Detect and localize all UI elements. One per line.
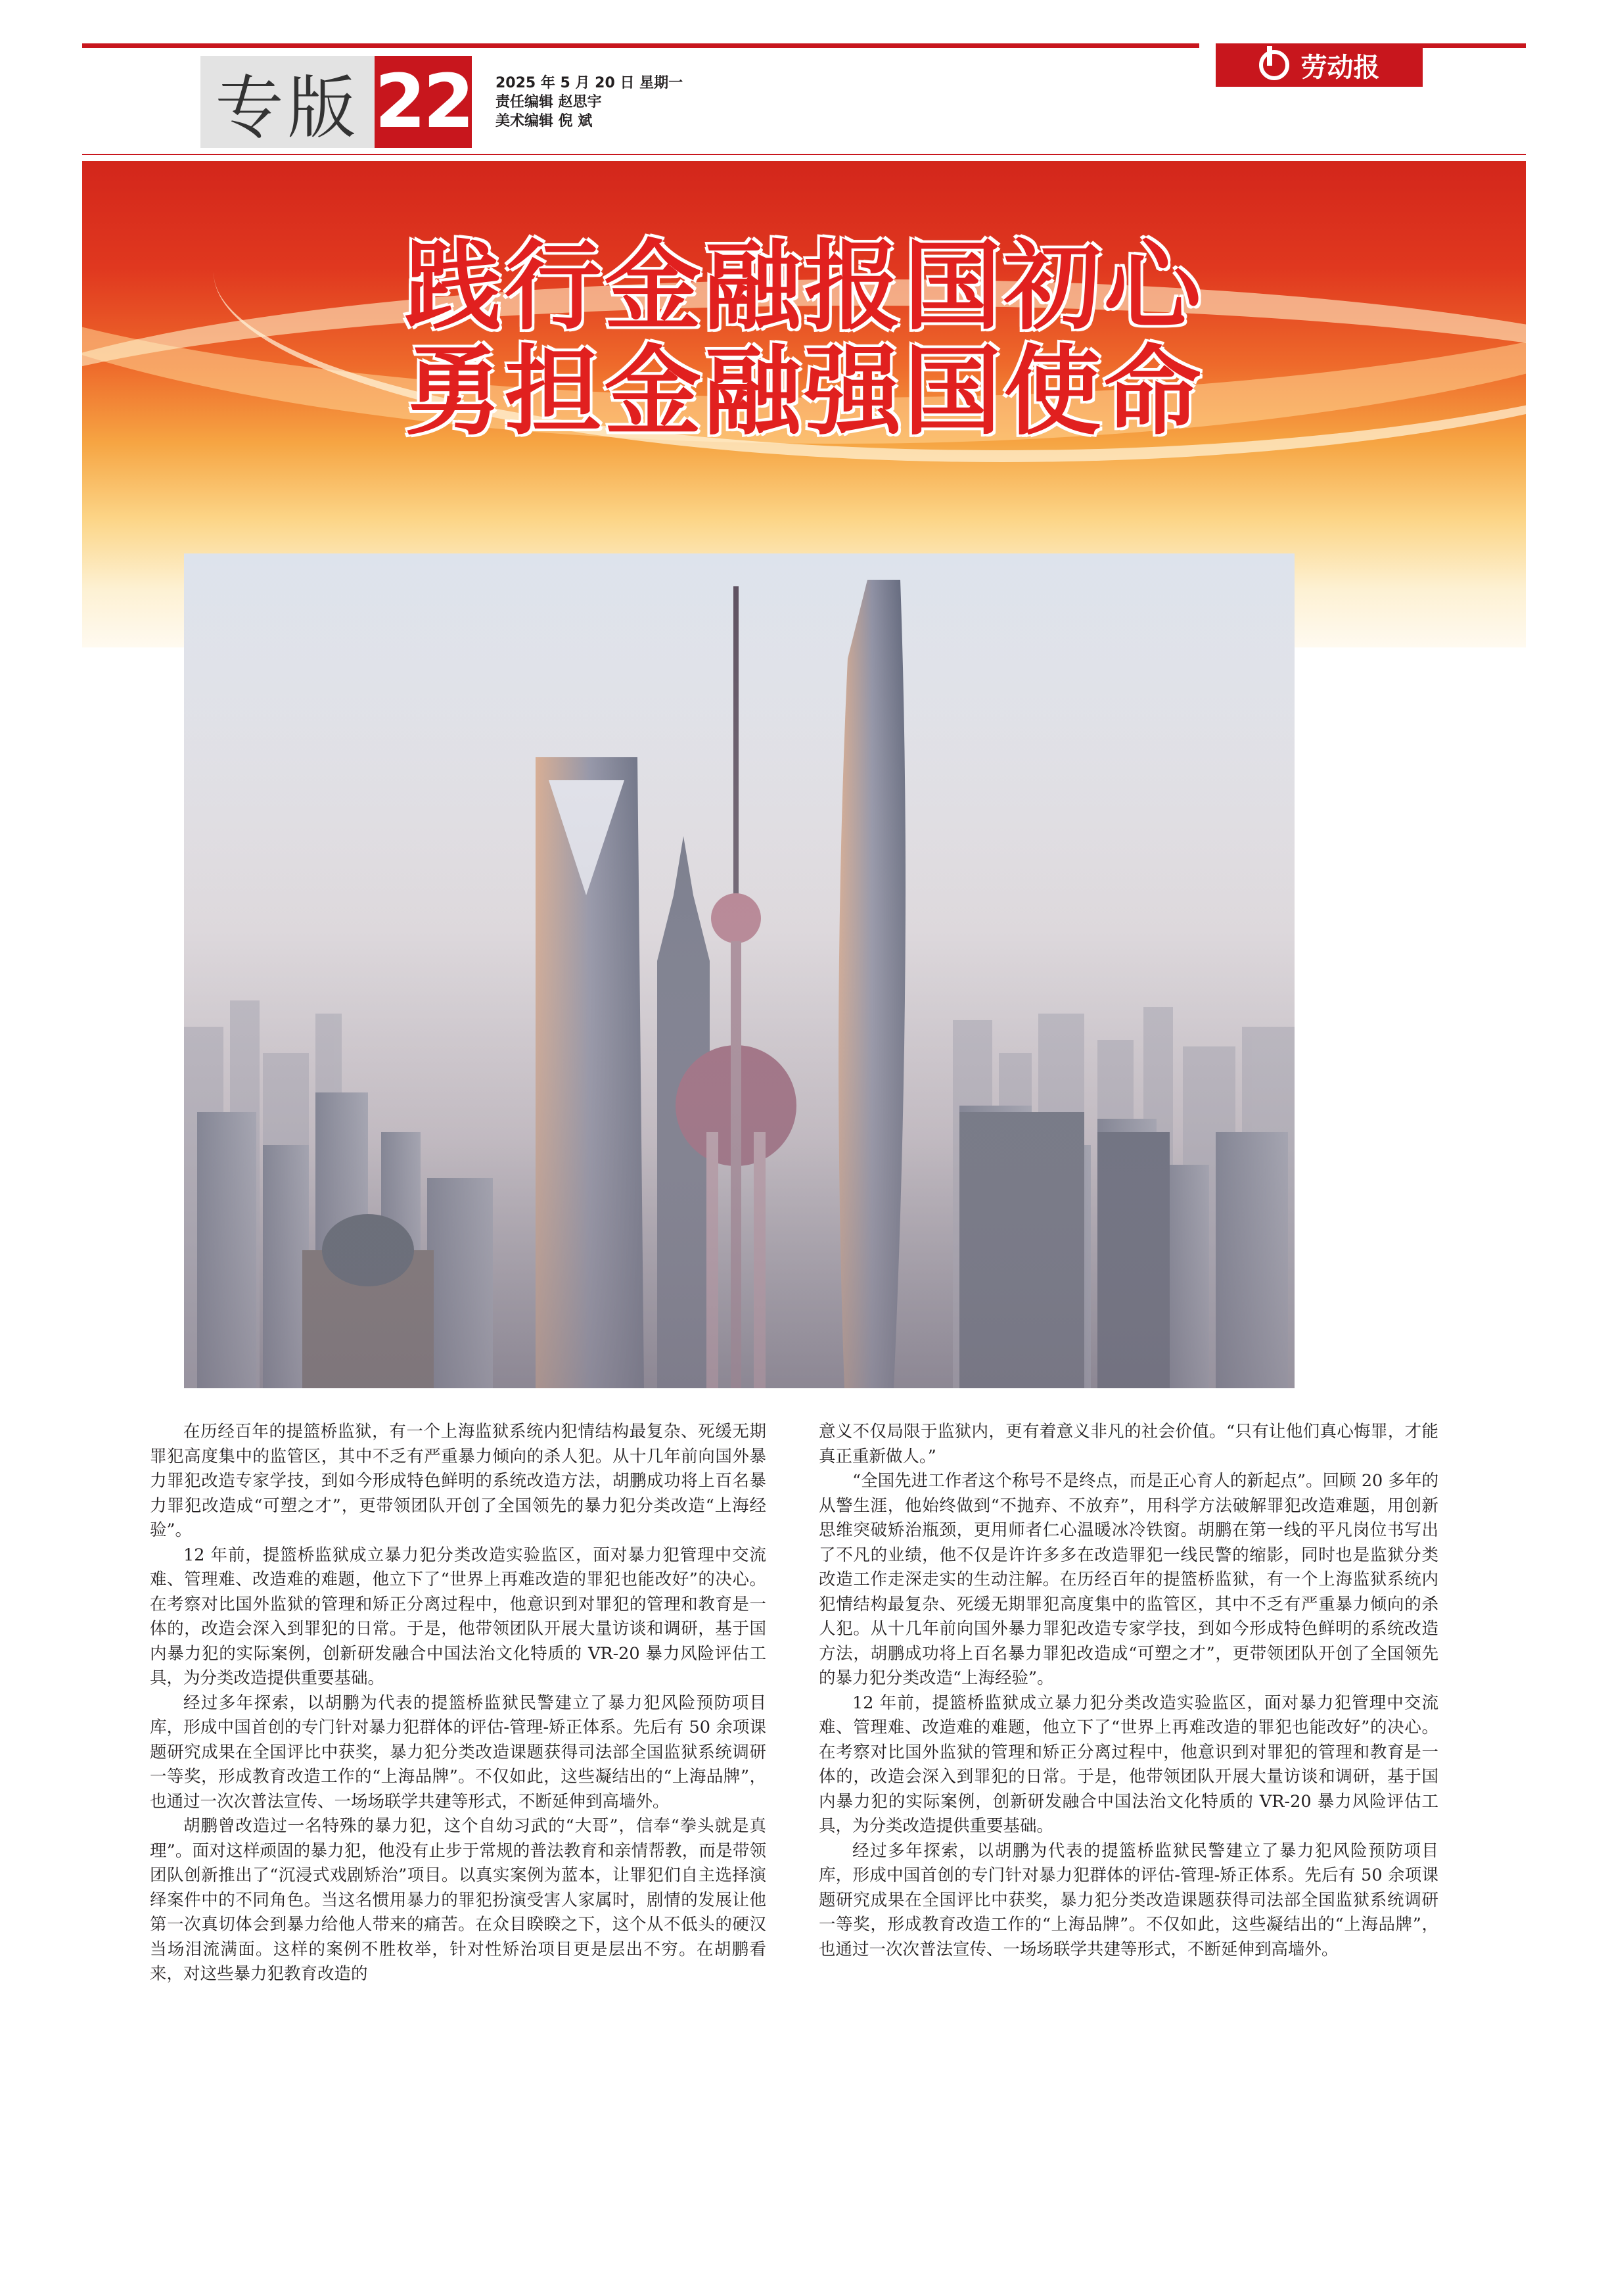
paper-logo-icon bbox=[1259, 50, 1289, 80]
article-column-2 bbox=[819, 1420, 1438, 1962]
masthead-bottom-rule bbox=[82, 154, 1526, 155]
article-paragraph: 在历经百年的提篮桥监狱，有一个上海监狱系统内犯情结构最复杂、死缓无期罪犯高度集中的监管区，其中不乏有严重暴力倾向的杀人犯。从十几年前向国外暴力罪犯改造专家学技，到如今形成特色鲜明的系统改造方法，胡鹏成功将上百名暴力罪犯改造成“可塑之才”，更带领团队开创了全国领先的暴力犯分类改造“上海经验”。 bbox=[150, 1422, 766, 1540]
masthead-meta bbox=[495, 74, 683, 131]
section-label: 专版 bbox=[200, 56, 375, 148]
article-paragraph: 12 年前，提篮桥监狱成立暴力犯分类改造实验监区，面对暴力犯管理中交流难、管理难、改造难的难题，他立下了“世界上再难改造的罪犯也能改好”的决心。在考察对比国外监狱的管理和矫正分离过程中，他意识到对罪犯的管理和教育是一体的，改造会深入到罪犯的日常。于是，他带领团队开展大量访谈和调研，基于国内暴力犯的实际案例，创新研发融合中国法治文化特质的 VR-20 暴力风险评估工具，为分类改造提供重要基础。 bbox=[819, 1693, 1438, 1836]
issue-date: 2025 年 5 月 20 日 星期一 bbox=[495, 75, 683, 91]
page-number: 22 bbox=[375, 56, 472, 148]
article-paragraph: 经过多年探索，以胡鹏为代表的提篮桥监狱民警建立了暴力犯风险预防项目库，形成中国首创的专门针对暴力犯群体的评估-管理-矫正体系。先后有 50 余项课题研究成果在全国评比中获奖，暴力犯分类改造课题获得司法部全国监狱系统调研一等奖，形成教育改造工作的“上海品牌”。不仅如此，这些凝结出的“上海品牌”，也通过一次次普法宣传、一场场联学共建等形式，不断延伸到高墙外。 bbox=[819, 1840, 1438, 1959]
art-editor: 美术编辑 倪 斌 bbox=[495, 113, 593, 129]
paper-logo bbox=[1216, 43, 1423, 87]
headline-line-1: 践行金融报国初心 bbox=[404, 229, 1204, 343]
article-paragraph-continued: 意义不仅局限于监狱内，更有着意义非凡的社会价值。“只有让他们真心悔罪，才能真正重新做人。” bbox=[819, 1422, 1438, 1466]
article-column-1 bbox=[150, 1420, 766, 1987]
shanghai-skyline-image bbox=[184, 553, 1295, 1388]
article-paragraph: 经过多年探索，以胡鹏为代表的提篮桥监狱民警建立了暴力犯风险预防项目库，形成中国首创的专门针对暴力犯群体的评估-管理-矫正体系。先后有 50 余项课题研究成果在全国评比中获奖，暴力犯分类改造课题获得司法部全国监狱系统调研一等奖，形成教育改造工作的“上海品牌”。不仅如此，这些凝结出的“上海品牌”，也通过一次次普法宣传、一场场联学共建等形式，不断延伸到高墙外。 bbox=[150, 1693, 766, 1812]
article-paragraph: 胡鹏曾改造过一名特殊的暴力犯，这个自幼习武的“大哥”，信奉“拳头就是真理”。面对这样顽固的暴力犯，他没有止步于常规的普法教育和亲情帮教，而是带领团队创新推出了“沉浸式戏剧矫治”项目。以真实案例为蓝本，让罪犯们自主选择演绎案件中的不同角色。当这名惯用暴力的罪犯扮演受害人家属时，剧情的发展让他第一次真切体会到暴力给他人带来的痛苦。在众目睽睽之下，这个从不低头的硬汉当场泪流满面。这样的案例不胜枚举，针对性矫治项目更是层出不穷。在胡鹏看来，对这些暴力犯教育改造的 bbox=[150, 1816, 766, 1984]
responsible-editor: 责任编辑 赵思宇 bbox=[495, 94, 602, 110]
paper-name: 劳动报 bbox=[1300, 52, 1380, 83]
masthead-top-rule-right bbox=[1423, 43, 1526, 48]
skyline-illustration bbox=[184, 553, 1295, 1388]
article-paragraph: 12 年前，提篮桥监狱成立暴力犯分类改造实验监区，面对暴力犯管理中交流难、管理难、改造难的难题，他立下了“世界上再难改造的罪犯也能改好”的决心。在考察对比国外监狱的管理和矫正分离过程中，他意识到对罪犯的管理和教育是一体的，改造会深入到罪犯的日常。于是，他带领团队开展大量访谈和调研，基于国内暴力犯的实际案例，创新研发融合中国法治文化特质的 VR-20 暴力风险评估工具，为分类改造提供重要基础。 bbox=[150, 1545, 766, 1688]
headline-line-2: 勇担金融强国使命 bbox=[404, 334, 1204, 448]
article-paragraph: “全国先进工作者这个称号不是终点，而是正心育人的新起点”。回顾 20 多年的从警生涯，他始终做到“不抛弃、不放弃”，用科学方法破解罪犯改造难题，用创新思维突破矫治瓶颈，更用师者仁心温暖冰冷铁窗。胡鹏在第一线的平凡岗位书写出了不凡的业绩，他不仅是许许多多在改造罪犯一线民警的缩影，同时也是监狱分类改造工作走深走实的生动注解。在历经百年的提篮桥监狱，有一个上海监狱系统内犯情结构最复杂、死缓无期罪犯高度集中的监管区，其中不乏有严重暴力倾向的杀人犯。从十几年前向国外暴力罪犯改造专家学技，到如今形成特色鲜明的系统改造方法，胡鹏成功将上百名暴力罪犯改造成“可塑之才”，更带领团队开创了全国领先的暴力犯分类改造“上海经验”。 bbox=[819, 1471, 1438, 1688]
masthead-top-rule bbox=[82, 43, 1199, 48]
